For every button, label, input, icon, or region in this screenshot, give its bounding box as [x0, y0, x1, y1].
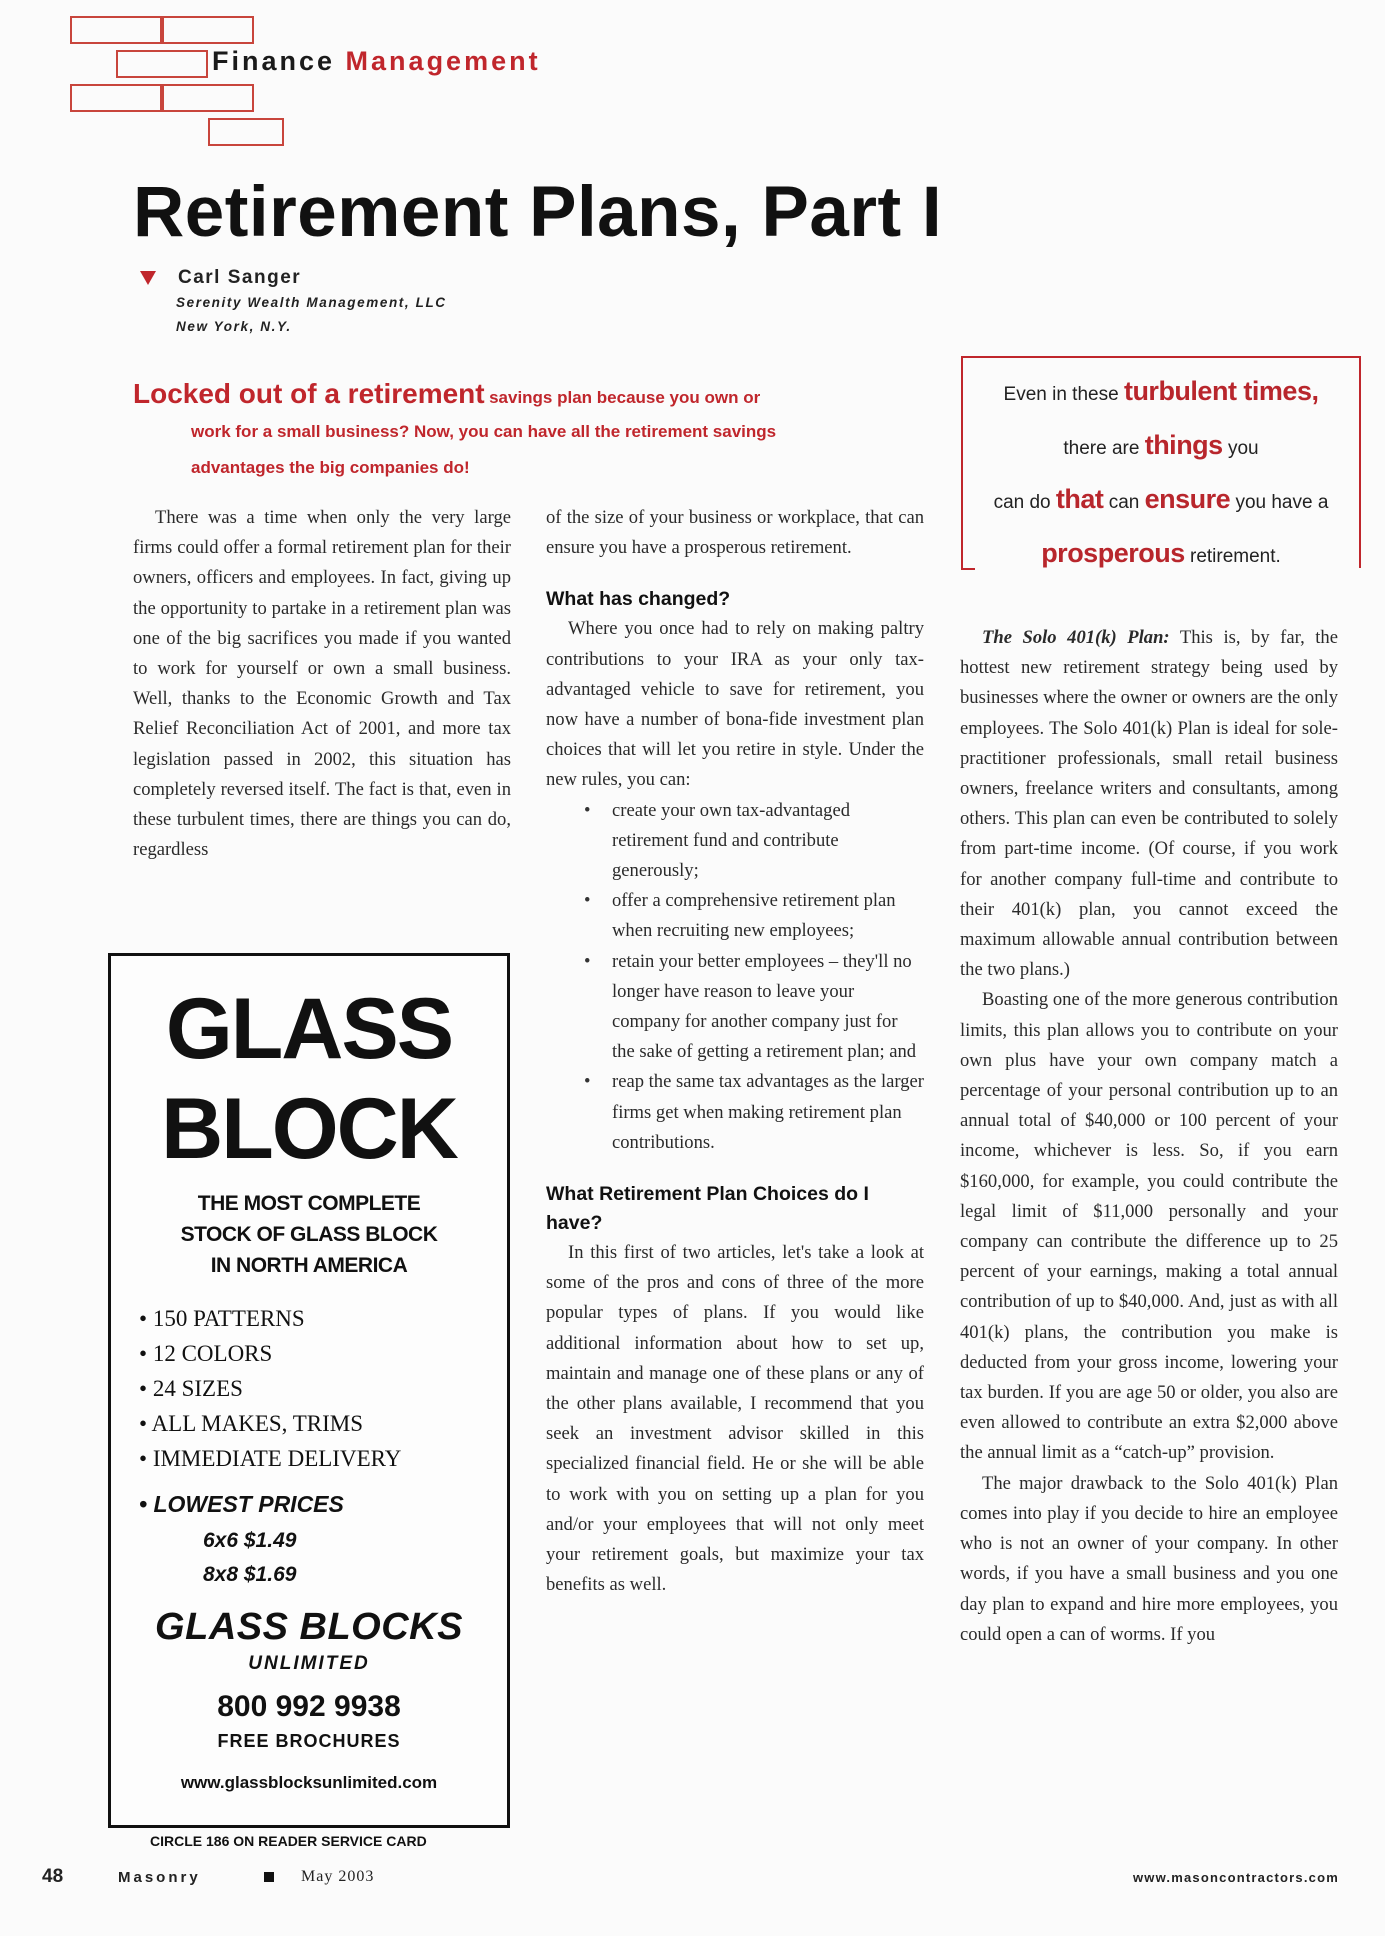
pq-emphasis: things — [1144, 430, 1223, 460]
deck-line3: advantages the big companies do! — [191, 458, 470, 477]
solo-401k-lead: The Solo 401(k) Plan: — [982, 627, 1170, 648]
pull-quote — [961, 356, 1361, 568]
section-label — [212, 46, 541, 77]
col3-paragraph-3: The major drawback to the Solo 401(k) Plan comes into play if you decide to hire an employee who is not an owner of your company. In other words, if you have a small business and you one day plan to expand and hire more employees, you could open a can of worms. If you — [960, 1472, 1338, 1645]
section-word-finance: Finance — [212, 46, 336, 76]
triangle-bullet-icon — [140, 271, 156, 285]
ad-website-link[interactable]: www.glassblocksunlimited.com — [180, 1773, 438, 1792]
pq-text: you have a — [1235, 492, 1329, 513]
list-item: • retain your better employees – they'll no longer have reason to leave your company for another company just for the sake of getting a retirement plan; and — [584, 947, 924, 1068]
list-item: • offer a comprehensive retirement plan when recruiting new employees; — [584, 886, 924, 946]
section-word-management: Management — [345, 46, 541, 76]
list-item: • IMMEDIATE DELIVERY — [139, 1441, 401, 1476]
deck-line1-rest: savings plan because you own or — [489, 388, 761, 407]
reader-service-note: CIRCLE 186 ON READER SERVICE CARD — [150, 1833, 427, 1849]
pq-text: Even in these — [1003, 384, 1119, 405]
col2-paragraph-2: Where you once had to rely on making paltry contributions to your IRA as your only tax-advantaged vehicle to save for retirement, you now have a number of bona-fide investment plan choices that will let you retire in style. Under the new rules, you can: — [546, 618, 924, 791]
column-3 — [960, 623, 1338, 1650]
ad-lowest-prices: • LOWEST PRICES — [139, 1487, 344, 1521]
page-number: 48 — [42, 1866, 64, 1887]
col3-paragraph-1 — [960, 623, 1338, 985]
column-1 — [133, 503, 511, 865]
pq-text: can do — [993, 492, 1051, 513]
author-name: Carl Sanger — [178, 267, 302, 288]
brick-logo-graphic — [70, 16, 280, 146]
pq-emphasis: prosperous — [1041, 538, 1185, 568]
footer-website-link[interactable]: www.masoncontractors.com — [1132, 1870, 1339, 1885]
column-2 — [546, 503, 924, 1601]
list-item: • reap the same tax advantages as the larger firms get when making retirement plan contributions. — [584, 1067, 924, 1158]
deck-lead: Locked out of a retirement — [133, 378, 485, 409]
glass-block-advertisement — [108, 953, 510, 1828]
pq-emphasis: turbulent times, — [1123, 376, 1319, 406]
subhead-what-has-changed: What has changed? — [546, 588, 731, 611]
benefits-list — [584, 796, 924, 1158]
ad-headline-glass: GLASS — [165, 981, 453, 1077]
list-item: • 12 COLORS — [139, 1336, 401, 1371]
ad-feature-list — [139, 1301, 401, 1476]
ad-free-brochures: FREE BROCHURES — [217, 1731, 401, 1751]
list-item: • ALL MAKES, TRIMS — [139, 1406, 401, 1441]
ad-brand-name: GLASS BLOCKS — [155, 1606, 463, 1648]
ad-stock-line: STOCK OF GLASS BLOCK — [180, 1223, 438, 1246]
col3-paragraph-2: Boasting one of the more generous contribution limits, this plan allows you to contribute on your own plus have your own company match a percentage of your personal contribution up to an annual total of $40,000 or 100 percent of your income, whichever is less. So, if you earn $160,000, for example, you could contribute the legal limit of $11,000 personally and your company can contribute the difference up to 25 percent of your earnings, making a total annual contribution of up to $40,000. And, just as with all 401(k) plans, the contribution you make is deducted from your gross income, lowering your tax burden. If you are age 50 or older, you also are even allowed to contribute an extra $2,000 above the annual limit as a “catch-up” provision. — [960, 989, 1338, 1464]
pq-text: retirement. — [1190, 546, 1281, 567]
ad-stock-line: IN NORTH AMERICA — [210, 1254, 408, 1277]
ad-stock-tagline — [111, 1188, 507, 1281]
author-organization: Serenity Wealth Management, LLC — [176, 295, 447, 310]
col1-paragraph-1: There was a time when only the very large firms could offer a formal retirement plan for their owners, officers and employees. In fact, giving up the opportunity to partake in a retirement plan was one of the big sacrifices you made if you wanted to work for yourself or own a small business. Well, thanks to the Economic Growth and Tax Relief Reconciliation Act of 2001, and more tax legislation passed in 2002, this situation has completely reversed itself. The fact is that, even in these turbulent times, there are things you can do, regardless — [133, 507, 511, 861]
pq-text: there are — [1063, 438, 1140, 459]
list-item: • 150 PATTERNS — [139, 1301, 401, 1336]
article-title: Retirement Plans, Part I — [133, 173, 943, 252]
pq-text: can — [1108, 492, 1140, 513]
pq-emphasis: that — [1055, 484, 1104, 514]
issue-date: May 2003 — [301, 1868, 375, 1885]
col2-paragraph-1: of the size of your business or workplace, that can ensure you have a prosperous retirement. — [546, 507, 924, 559]
list-item: • 24 SIZES — [139, 1371, 401, 1406]
ad-price-6x6: 6x6 $1.49 — [203, 1529, 297, 1552]
subhead-plan-choices: What Retirement Plan Choices do I have? — [546, 1183, 869, 1235]
ad-brand-sub: UNLIMITED — [248, 1653, 370, 1674]
col2-paragraph-3: In this first of two articles, let's take a look at some of the pros and cons of three of the more popular types of plans. If you would like additional information about how to set up, maintain and manage one of these plans or any of the other plans available, I recommend that you seek an investment advisor skilled in this specialized financial field. He or she will be able to work with you on setting up a plan for you and/or your employees that will not only meet your retirement goals, but maximize your tax benefits as well. — [546, 1242, 924, 1596]
pq-emphasis: ensure — [1144, 484, 1231, 514]
square-separator-icon — [264, 1872, 274, 1882]
ad-phone-number: 800 992 9938 — [217, 1690, 401, 1723]
ad-headline-block: BLOCK — [161, 1081, 457, 1177]
magazine-name: Masonry — [118, 1869, 201, 1886]
pq-text: you — [1227, 438, 1259, 459]
ad-price-8x8: 8x8 $1.69 — [203, 1563, 297, 1586]
deck-line2: work for a small business? Now, you can have all the retirement savings — [191, 422, 777, 441]
list-item: • create your own tax-advantaged retirement fund and contribute generously; — [584, 796, 924, 887]
ad-stock-line: THE MOST COMPLETE — [197, 1192, 421, 1215]
author-location: New York, N.Y. — [176, 319, 292, 334]
col3-paragraph-1-text: This is, by far, the hottest new retirement strategy being used by businesses where the owner or owners are the only employees. The Solo 401(k) Plan is ideal for sole-practitioner professionals, small retail business owners, freelance writers and consultants, among others. This plan can even be contributed to solely from part-time income. (Of course, if you work for another company full-time and contribute to their 401(k) plan, you cannot exceed the maximum allowable annual contribution between the two plans.) — [960, 627, 1338, 981]
